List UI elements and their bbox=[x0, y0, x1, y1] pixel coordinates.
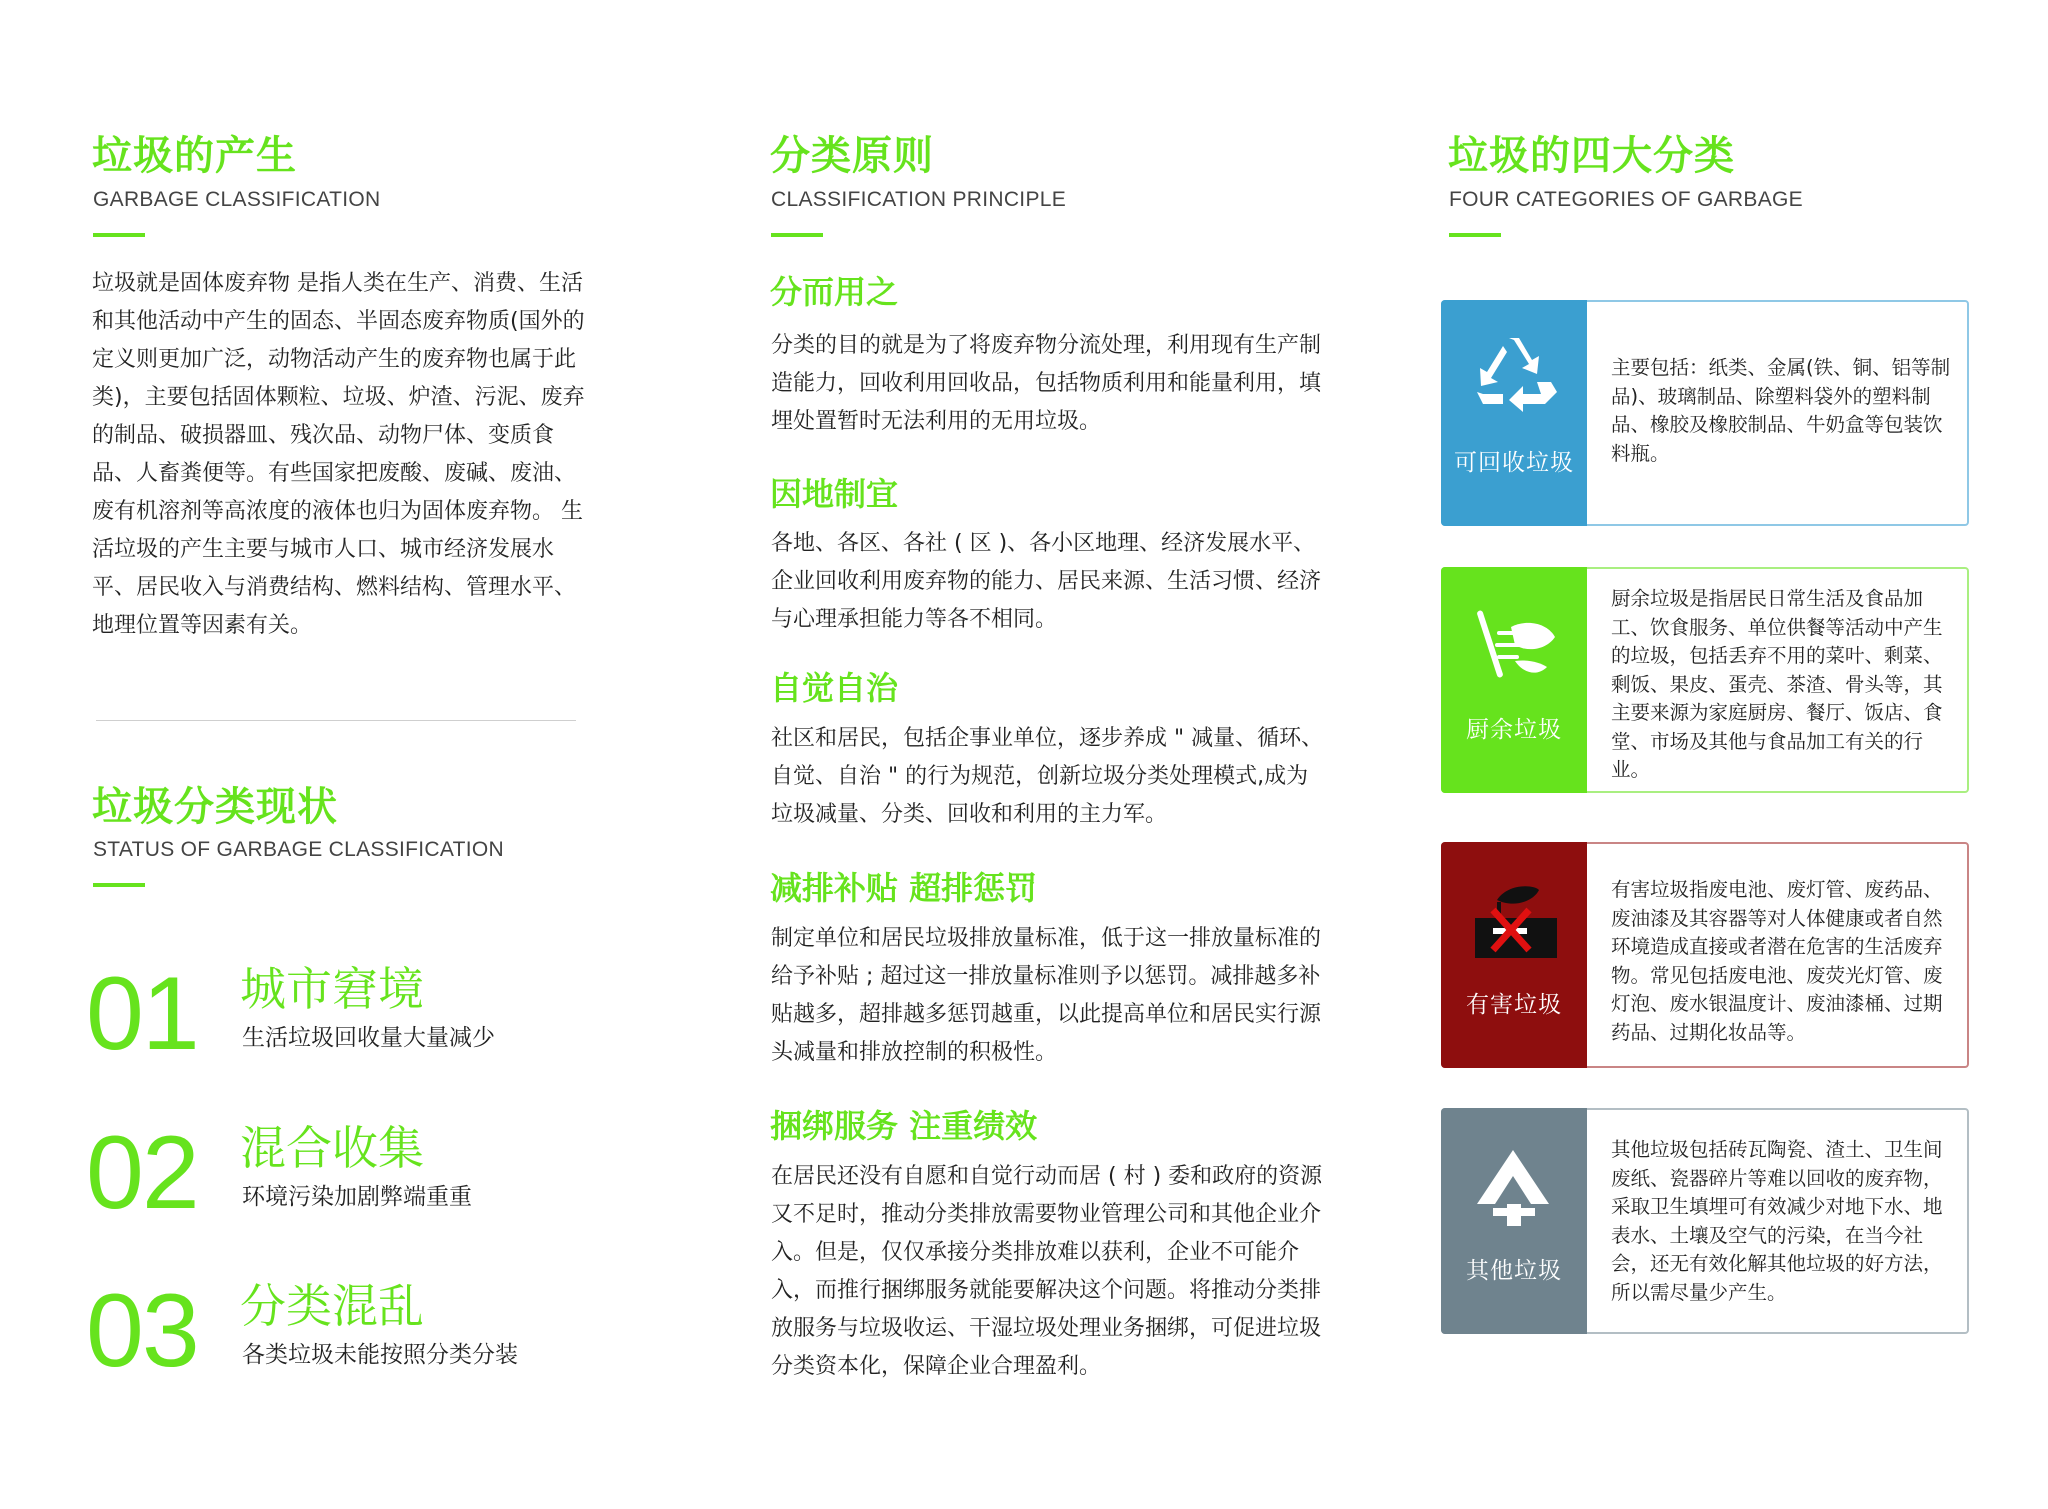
category-description: 有害垃圾指废电池、废灯管、废药品、废油漆及其容器等对人体健康或者自然环境造成直接或者潜在危害的生活废弃物。常见包括废电池、废荧光灯管、废灯泡、废水银温度计、废油漆桶、过期药品、过期化妆品等。 bbox=[1611, 878, 1943, 1044]
other-waste-icon bbox=[1467, 1142, 1561, 1232]
status-item-2 bbox=[86, 1115, 586, 1231]
principle-heading-3: 自觉自治 bbox=[770, 669, 899, 707]
principle-heading-2: 因地制宜 bbox=[770, 475, 899, 513]
status-accent-bar bbox=[93, 883, 145, 887]
hazardous-icon bbox=[1467, 876, 1561, 966]
principle-accent-bar bbox=[771, 233, 823, 237]
categories-title: 垃圾的四大分类 bbox=[1448, 133, 1735, 179]
category-card-hazardous bbox=[1441, 842, 1969, 1068]
principle-text-3: 社区和居民，包括企事业单位，逐步养成 " 减量、循环、自觉、自治 " 的行为规范，创新垃圾分类处理模式,成为垃圾减量、分类、回收和利用的主力军。 bbox=[771, 726, 1324, 827]
status-item-1 bbox=[86, 956, 586, 1072]
category-name: 其他垃圾 bbox=[1466, 1258, 1562, 1284]
kitchen-waste-icon bbox=[1467, 601, 1561, 691]
principle-subtitle: CLASSIFICATION PRINCIPLE bbox=[771, 188, 1067, 211]
category-name: 可回收垃圾 bbox=[1454, 450, 1574, 476]
recycle-icon bbox=[1467, 334, 1561, 424]
status-heading: 混合收集 bbox=[240, 1121, 424, 1175]
categories-subtitle: FOUR CATEGORIES OF GARBAGE bbox=[1449, 188, 1803, 211]
principle-text-4: 制定单位和居民垃圾排放量标准，低于这一排放量标准的给予补贴 ; 超过这一排放量标准则予以惩罚。减排越多补贴越多，超排越多惩罚越重，以此提高单位和居民实行源头减量和排放控制的积极性。 bbox=[771, 926, 1322, 1065]
origin-title: 垃圾的产生 bbox=[92, 133, 297, 179]
category-icon-panel bbox=[1441, 567, 1587, 793]
status-description: 环境污染加剧弊端重重 bbox=[242, 1184, 472, 1210]
category-name: 有害垃圾 bbox=[1466, 992, 1562, 1018]
status-item-3 bbox=[86, 1273, 586, 1389]
origin-accent-bar bbox=[93, 233, 145, 237]
origin-subtitle: GARBAGE CLASSIFICATION bbox=[93, 188, 381, 211]
status-title: 垃圾分类现状 bbox=[92, 784, 338, 830]
origin-body: 垃圾就是固体废弃物 是指人类在生产、消费、生活和其他活动中产生的固态、半固态废弃物质(国外的定义则更加广泛，动物活动产生的废弃物也属于此类)，主要包括固体颗粒、垃圾、炉渣、污泥、废弃的制品、破损器皿、残次品、动物尸体、变质食品、人畜粪便等。有些国家把废酸、废碱、废油、废有机溶剂等高浓度的液体也归为固体废弃物。 生活垃圾的产生主要与城市人口、城市经济发展水平、居民收入与消费结构、燃料结构、管理水平、地理位置等因素有关。 bbox=[92, 271, 585, 638]
status-heading: 城市窘境 bbox=[240, 962, 424, 1016]
status-subtitle: STATUS OF GARBAGE CLASSIFICATION bbox=[93, 838, 504, 861]
principle-title: 分类原则 bbox=[770, 133, 934, 179]
status-number: 03 bbox=[86, 1273, 198, 1389]
category-icon-panel bbox=[1441, 300, 1587, 526]
principle-text-2: 各地、各区、各社 ( 区 )、各小区地理、经济发展水平、企业回收利用废弃物的能力、居民来源、生活习惯、经济与心理承担能力等各不相同。 bbox=[771, 531, 1322, 632]
principle-text-1: 分类的目的就是为了将废弃物分流处理，利用现有生产制造能力，回收利用回收品，包括物质利用和能量利用，填埋处置暂时无法利用的无用垃圾。 bbox=[771, 333, 1322, 434]
categories-accent-bar bbox=[1449, 233, 1501, 237]
status-description: 生活垃圾回收量大量减少 bbox=[242, 1025, 495, 1051]
category-icon-panel bbox=[1441, 1108, 1587, 1334]
principle-text-5: 在居民还没有自愿和自觉行动而居 ( 村 ) 委和政府的资源又不足时，推动分类排放需要物业管理公司和其他企业介入。但是，仅仅承接分类排放难以获利，企业不可能介入，而推行捆绑服务就能要解决这个问题。将推动分类排放服务与垃圾收运、干湿垃圾处理业务捆绑，可促进垃圾分类资本化，保障企业合理盈利。 bbox=[771, 1164, 1323, 1379]
category-description: 厨余垃圾是指居民日常生活及食品加工、饮食服务、单位供餐等活动中产生的垃圾，包括丢弃不用的菜叶、剩菜、剩饭、果皮、蛋壳、茶渣、骨头等，其主要来源为家庭厨房、餐厅、饭店、食堂、市场及其他与食品加工有关的行业。 bbox=[1611, 587, 1943, 781]
category-description: 其他垃圾包括砖瓦陶瓷、渣土、卫生间废纸、瓷器碎片等难以回收的废弃物，采取卫生填埋可有效减少对地下水、地表水、土壤及空气的污染，在当今社会，还无有效化解其他垃圾的好方法，所以需尽量少产生。 bbox=[1611, 1138, 1943, 1304]
principle-heading-1: 分而用之 bbox=[770, 273, 899, 311]
category-card-other bbox=[1441, 1108, 1969, 1334]
status-description: 各类垃圾未能按照分类分装 bbox=[242, 1342, 518, 1368]
category-description: 主要包括：纸类、金属(铁、铜、铝等制品)、玻璃制品、除塑料袋外的塑料制品、橡胶及橡胶制品、牛奶盒等包装饮料瓶。 bbox=[1611, 356, 1951, 465]
principle-heading-5: 捆绑服务 注重绩效 bbox=[770, 1107, 1038, 1145]
status-number: 01 bbox=[86, 956, 198, 1072]
category-name: 厨余垃圾 bbox=[1466, 717, 1562, 743]
section-divider bbox=[96, 720, 576, 721]
category-card-kitchen bbox=[1441, 567, 1969, 793]
category-card-recyclable bbox=[1441, 300, 1969, 526]
status-heading: 分类混乱 bbox=[240, 1279, 424, 1333]
status-number: 02 bbox=[86, 1115, 198, 1231]
principle-heading-4: 减排补贴 超排惩罚 bbox=[770, 869, 1038, 907]
category-icon-panel bbox=[1441, 842, 1587, 1068]
